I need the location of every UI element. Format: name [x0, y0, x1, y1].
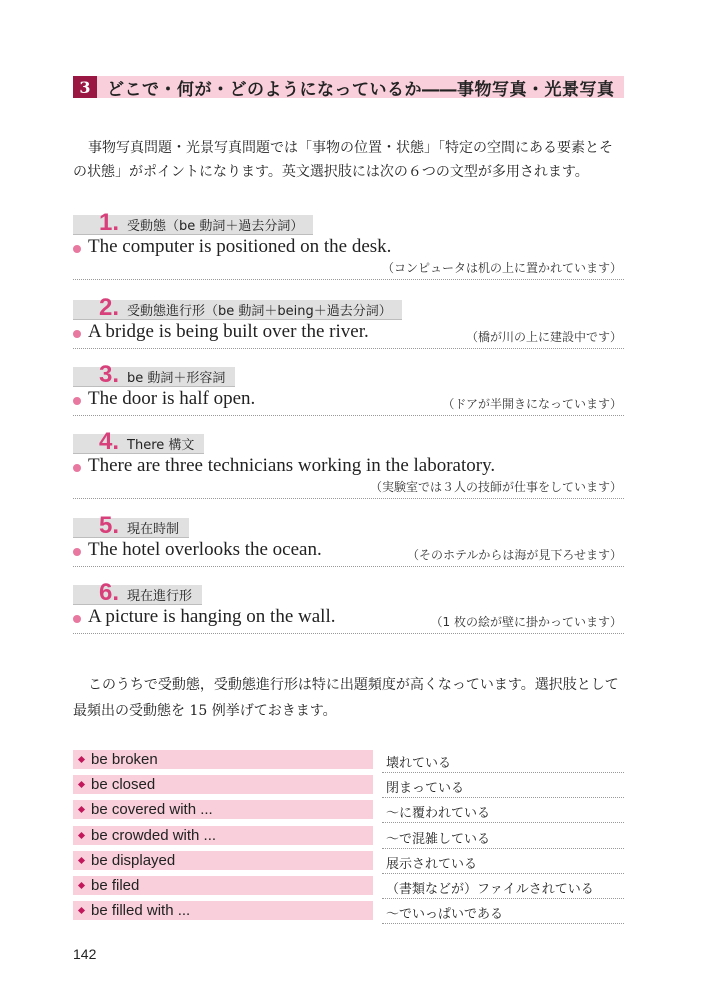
- summary-paragraph: このうちで受動態，受動態進行形は特に出題頻度が高くなっています。選択肢として最頻出の受動態を 15 例挙げておきます。: [73, 677, 619, 719]
- pattern-number: 3.: [99, 360, 120, 388]
- vocab-term: [73, 800, 373, 819]
- example-row: [73, 455, 624, 499]
- vocab-term: [73, 851, 373, 870]
- pattern-label-text: 現在時制: [127, 522, 180, 537]
- example-english: The hotel overlooks the ocean.: [88, 538, 322, 560]
- section-number: 3: [73, 76, 97, 98]
- vocab-meaning: 展示されている: [382, 849, 624, 874]
- pattern-label-text: 受動態（be 動詞＋過去分詞）: [127, 219, 304, 234]
- pattern-label: [73, 511, 189, 539]
- pattern-2: [73, 293, 624, 349]
- vocab-list: [73, 748, 624, 924]
- diamond-bullet-icon: [77, 755, 86, 764]
- section-header: [73, 76, 624, 98]
- example-japanese: （橋が川の上に建設中です）: [465, 329, 622, 344]
- pattern-4: [73, 427, 624, 499]
- vocab-term-text: be covered with ...: [91, 801, 213, 819]
- example-english: A bridge is being built over the river.: [88, 320, 369, 342]
- vocab-meaning: ～に覆われている: [382, 798, 624, 823]
- vocab-meaning: ～で混雑している: [382, 824, 624, 849]
- vocab-term: [73, 876, 373, 895]
- diamond-bullet-icon: [77, 780, 86, 789]
- vocab-term: [73, 775, 373, 794]
- vocab-meaning: 壊れている: [382, 748, 624, 773]
- pattern-1: [73, 208, 624, 280]
- vocab-term: [73, 826, 373, 845]
- pattern-label: [73, 293, 402, 321]
- pink-bullet-icon: [73, 330, 81, 338]
- diamond-bullet-icon: [77, 881, 86, 890]
- example-japanese: （ドアが半開きになっています）: [442, 396, 622, 411]
- vocab-meaning: （書類などが）ファイルされている: [382, 874, 624, 899]
- pattern-label-text: 受動態進行形（be 動詞＋being＋過去分詞）: [127, 304, 392, 319]
- pattern-label: [73, 578, 202, 606]
- example-row: [73, 236, 624, 280]
- vocab-term-text: be crowded with ...: [91, 826, 217, 844]
- example-japanese: （1 枚の絵が壁に掛かっています）: [430, 614, 622, 629]
- pattern-label: [73, 360, 235, 388]
- example-japanese: （そのホテルからは海が見下ろせます）: [406, 547, 622, 562]
- example-row: [73, 539, 624, 567]
- vocab-term-text: be closed: [91, 776, 156, 794]
- vocab-term-text: be displayed: [91, 851, 176, 869]
- example-row: [73, 388, 624, 416]
- example-row: [73, 321, 624, 349]
- diamond-bullet-icon: [77, 906, 86, 915]
- section-title: どこで・何が・どのようになっているか――事物写真・光景写真: [107, 79, 615, 100]
- pattern-label-text: 現在進行形: [127, 589, 193, 604]
- pattern-number: 4.: [99, 427, 120, 455]
- pink-bullet-icon: [73, 397, 81, 405]
- vocab-row: [73, 824, 624, 849]
- example-english: A picture is hanging on the wall.: [88, 605, 336, 627]
- example-japanese: （コンピュータは机の上に置かれています）: [381, 260, 622, 275]
- vocab-row: [73, 798, 624, 823]
- pattern-number: 6.: [99, 578, 120, 606]
- pink-bullet-icon: [73, 464, 81, 472]
- example-japanese: （実験室では３人の技師が仕事をしています）: [369, 479, 622, 494]
- example-row: [73, 606, 624, 634]
- example-english: The computer is positioned on the desk.: [88, 235, 392, 257]
- pattern-label-text: be 動詞＋形容詞: [127, 371, 226, 386]
- diamond-bullet-icon: [77, 856, 86, 865]
- example-english: There are three technicians working in the laboratory.: [88, 454, 496, 476]
- pattern-label-text: There 構文: [127, 438, 195, 453]
- pink-bullet-icon: [73, 615, 81, 623]
- pink-bullet-icon: [73, 245, 81, 253]
- pattern-number: 2.: [99, 293, 120, 321]
- vocab-row: [73, 748, 624, 773]
- pink-bullet-icon: [73, 548, 81, 556]
- example-english: The door is half open.: [88, 387, 256, 409]
- vocab-term: [73, 750, 373, 769]
- vocab-term-text: be filed: [91, 876, 140, 894]
- diamond-bullet-icon: [77, 805, 86, 814]
- vocab-meaning: 閉まっている: [382, 773, 624, 798]
- vocab-term-text: be broken: [91, 751, 158, 768]
- pattern-label: [73, 427, 204, 455]
- vocab-meaning: ～でいっぱいである: [382, 899, 624, 924]
- vocab-term: [73, 901, 373, 920]
- pattern-label: [73, 208, 313, 236]
- vocab-row: [73, 773, 624, 798]
- intro-paragraph: 事物写真問題・光景写真問題では「事物の位置・状態」「特定の空間にある要素とその状態」がポイントになります。英文選択肢には次の６つの文型が多用されます。: [73, 140, 613, 180]
- pattern-number: 1.: [99, 208, 120, 236]
- vocab-row: [73, 899, 624, 924]
- page-number: 142: [73, 946, 97, 962]
- diamond-bullet-icon: [77, 831, 86, 840]
- vocab-term-text: be filled with ...: [91, 902, 191, 920]
- pattern-6: [73, 578, 624, 634]
- vocab-row: [73, 849, 624, 874]
- pattern-3: [73, 360, 624, 416]
- vocab-row: [73, 874, 624, 899]
- pattern-5: [73, 511, 624, 567]
- pattern-number: 5.: [99, 511, 120, 539]
